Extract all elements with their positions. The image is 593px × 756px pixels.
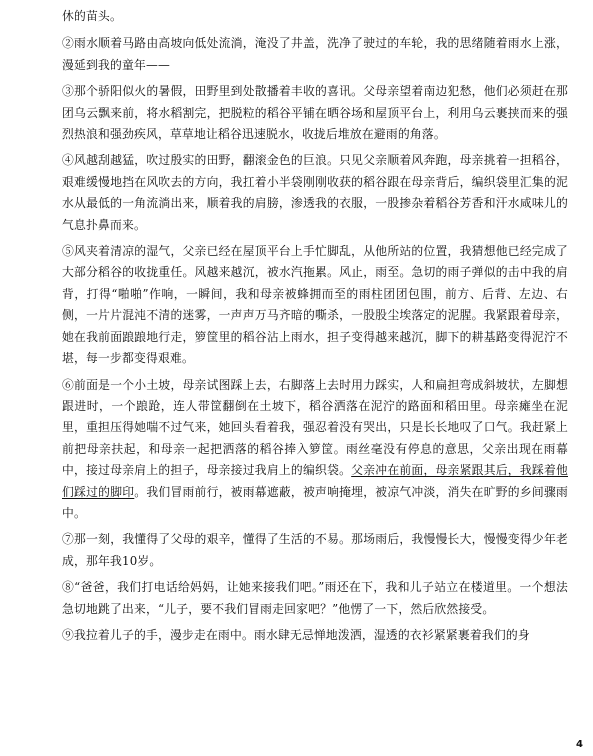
paragraph-5: ⑤风夹着清凉的湿气，父亲已经在屋顶平台上手忙脚乱，从他所站的位置，我猜想他已经完成了大部分稻谷的收拢重任。风越来越沉，被水汽拖累。风止，雨至。急切的雨子弹似的击中我的肩背，打得“啪啪”作响，一瞬间，我和母亲被蜂拥而至的雨柱团团包围，前方、后背、左边、右侧，一片片混沌不清的迷雾，一声声万马齐暗的嘶杀，一股股尘埃落定的泥腥。我紧跟着母亲，她在我前面踉踉地行走，箩筐里的稻谷沾上雨水，担子变得越来越沉，脚下的耕基路变得泥泞不堪，每一步都变得艰难。 [62,244,568,366]
paragraph-2: ②雨水顺着马路由高坡向低处流淌，淹没了井盖，洗净了驶过的车轮，我的思绪随着雨水上涨，漫延到我的童年—— [62,36,568,72]
paragraph-7: ⑦那一刻，我懂得了父母的艰辛，懂得了生活的不易。那场雨后，我慢慢长大，慢慢变得少年老成，那年我10岁。 [62,532,568,568]
paragraph-9: ⑨我拉着儿子的手，漫步走在雨中。雨水肆无忌惮地泼洒，湿透的衣衫紧紧裹着我们的身 [62,627,530,642]
article-body [62,6,568,651]
paragraph-6-text: ⑥前面是一个小土坡，母亲试图踩上去，右脚落上去时用力踩实，人和扁担弯成斜坡状，左脚想跟进时，一个踉跄，连人带筐翻倒在土坡下，稻谷洒落在泥泞的路面和稻田里。母亲瘫坐在泥里，重担压得她喘不过气来，她回头看着我，强忍着没有哭出，只是长长地叹了口气。我赶紧上前把母亲扶起，和母亲一起把洒落的稻谷捧入箩筐。雨丝毫没有停息的意思，父亲出现在雨幕中，接过母亲肩上的担子，母亲接过我肩上的编织袋。 [62,377,568,478]
paragraph-4: ④风越刮越猛，吹过殷实的田野，翻滚金色的巨浪。只见父亲顺着风奔跑，母亲挑着一担稻谷，艰难缓慢地挡在风吹去的方向，我扛着小半袋刚刚收获的稻谷跟在母亲背后，编织袋里汇集的泥水从最低的一角流淌出来，顺着我的肩膀，渗透我的衣服，一股掺杂着稻谷芳香和汗水咸味儿的气息扑鼻而来。 [62,153,568,232]
underlined-sentence: 父亲冲在前面，母亲紧跟其后，我踩着他们踩过的脚印 [62,463,568,499]
page-number: 4 [576,739,583,750]
paragraph-8: ⑧“爸爸，我们打电话给妈妈，让她来接我们吧。”雨还在下，我和儿子站立在楼道里。一个想法急切地跳了出来，“儿子，要不我们冒雨走回家吧？”他愣了一下，然后欣然接受。 [62,580,568,616]
paragraph-3: ③那个骄阳似火的暑假，田野里到处散播着丰收的喜讯。父母亲望着南边犯愁，他们必须赶在那团乌云飘来前，将水稻割完，把脱粒的稻谷平铺在晒谷场和屋顶平台上，利用乌云裹挟而来的强烈热浪和强劲疾风，草草地让稻谷迅速脱水，收拢后堆放在避雨的角落。 [62,84,568,142]
paragraph-1: 休的苗头。 [62,9,122,23]
paragraph-6-tail: 。我们冒雨前行，被雨幕遮蔽，被声响掩埋，被凉气冲淡，消失在旷野的乡间骤雨中。 [62,484,569,520]
paragraph-6 [62,375,568,525]
